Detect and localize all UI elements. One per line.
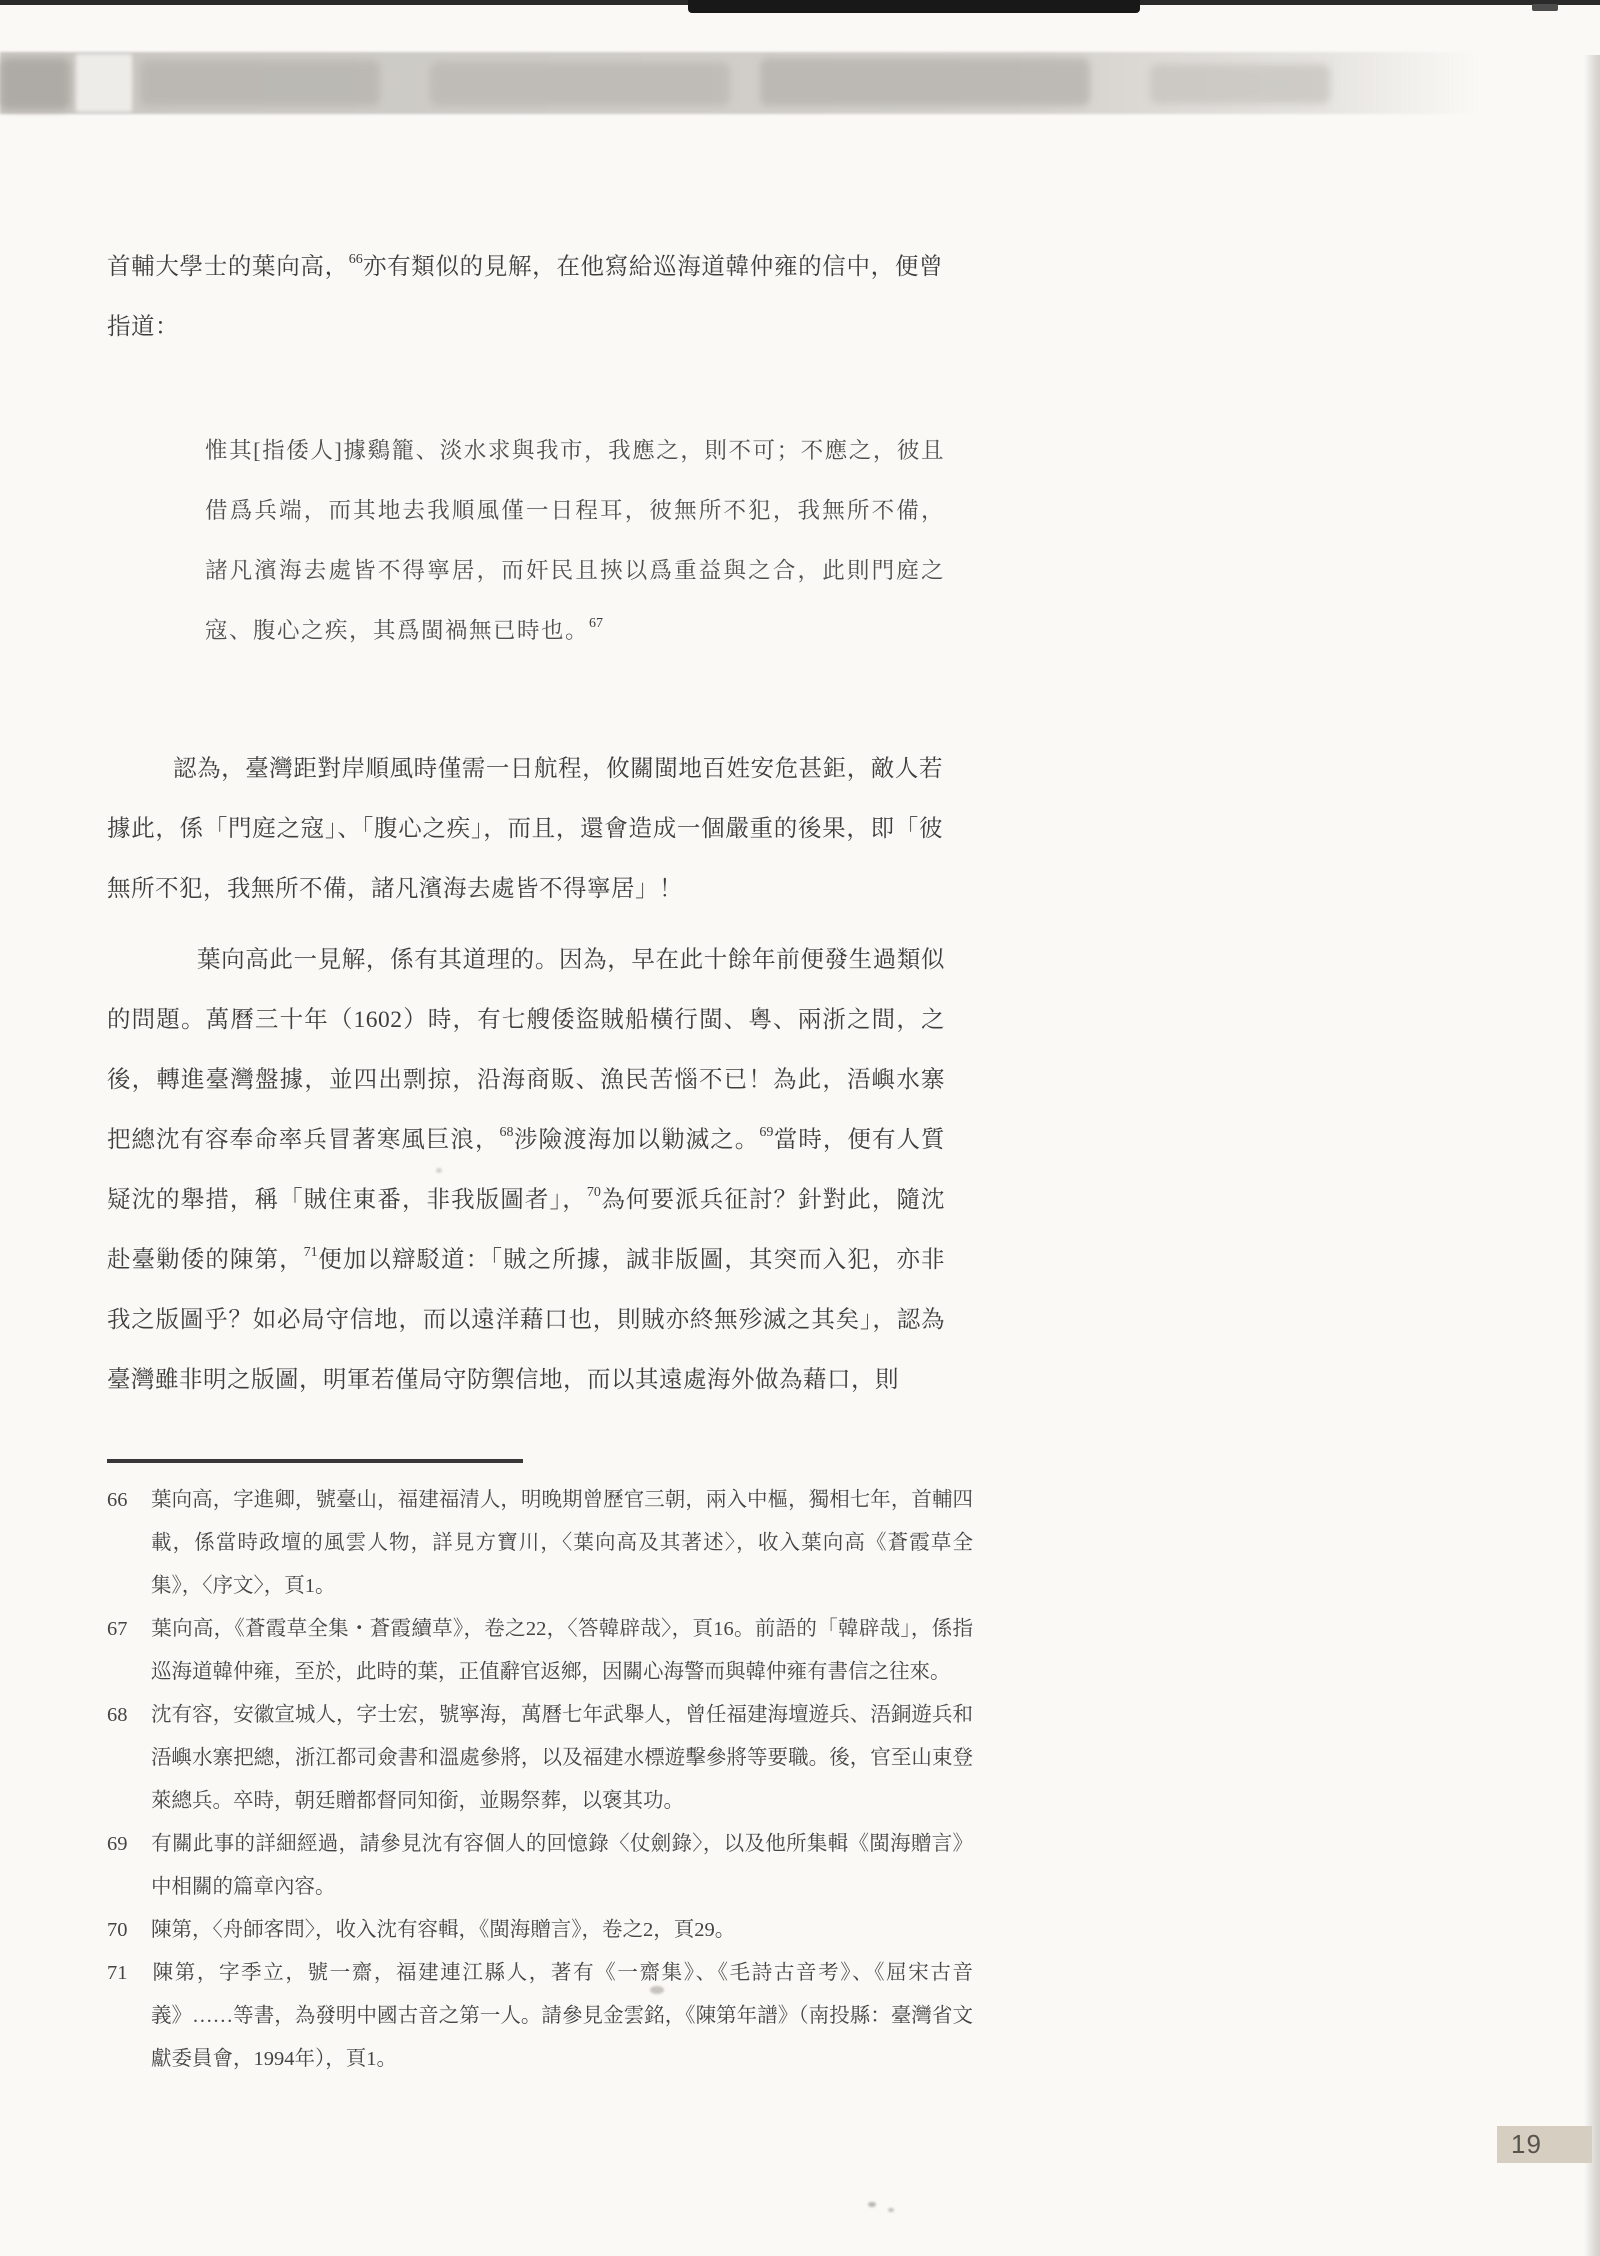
footnote-text: 有關此事的詳細經過，請參見沈有容個人的回憶錄〈仗劍錄〉，以及他所集輯《閩海贈言》中相關的篇章內容。 [151,1833,973,1898]
paragraph-text: 認為，臺灣距對岸順風時僅需一日航程，攸關閩地百姓安危甚鉅，敵人若據此，係「門庭之寇」、「腹心之疾」，而且，還會造成一個嚴重的後果，即「彼無所不犯，我無所不備，諸凡濱海去處皆不得寧居」！ [107,756,943,902]
footnote-reference-70: 70 [586,1185,601,1200]
page-number-badge [1497,2126,1592,2163]
paragraph-analysis [107,739,943,919]
footnote-number: 70 [107,1919,128,1941]
footnote-item [107,1479,973,1608]
footnote-reference-66: 66 [348,252,363,267]
scan-artifact-right-edge-shadow [1584,55,1600,2256]
footnote-text: 陳第，字季立，號一齋，福建連江縣人，著有《一齋集》、《毛詩古音考》、《屈宋古音義》……等書，為發明中國古音之第一人。請參見金雲銘，《陳第年譜》（南投縣：臺灣省文獻委員會，1994年），頁1。 [151,1962,973,2070]
scan-artifact-speck [868,2202,876,2207]
footnote-item [107,1694,973,1823]
quote-text: 惟其[指倭人]據鷄籠、淡水求與我市，我應之，則不可；不應之，彼且借爲兵端，而其地去我順風僅一日程耳，彼無所不犯，我無所不備，諸凡濱海去處皆不得寧居，而奸民且挾以爲重益與之合，此則門庭之寇、腹心之疾，其爲閩禍無已時也。 [205,438,945,643]
footnote-reference-71: 71 [303,1245,318,1260]
scan-artifact-blob [1150,64,1330,104]
footnote-number: 67 [107,1618,128,1640]
footnote-text: 沈有容，安徽宣城人，字士宏，號寧海，萬曆七年武舉人，曾任福建海壇遊兵、浯銅遊兵和浯嶼水寨把總，浙江都司僉書和溫處參將，以及福建水標遊擊參將等要職。後，官至山東登萊總兵。卒時，朝廷贈都督同知銜，並賜祭葬，以褒其功。 [151,1704,973,1812]
paragraph-text: 葉向高此一見解，係有其道理的。因為，早在此十餘年前便發生過類似的問題。萬曆三十年（1602）時，有七艘倭盜賊船橫行閩、粵、兩浙之間，之後，轉進臺灣盤據，並四出剽掠，沿海商販、漁民苦惱不已！為此，浯嶼水寨把總沈有容奉命率兵冒著寒風巨浪， [107,947,945,1153]
paragraph-intro [107,237,943,357]
scan-artifact-blob [430,62,730,106]
footnote-number: 68 [107,1704,128,1726]
footnote-reference-68: 68 [499,1125,514,1140]
scan-artifact-speck [888,2208,894,2212]
footnote-reference-69: 69 [759,1125,774,1140]
paragraph-text: 亦有類似的見解，在他寫給巡海道韓仲雍的信中，便曾指道： [107,254,944,340]
footnote-text: 葉向高，字進卿，號臺山，福建福清人，明晚期曾歷官三朝，兩入中樞，獨相七年，首輔四載，係當時政壇的風雲人物，詳見方寶川，〈葉向高及其著述〉，收入葉向高《蒼霞草全集》，〈序文〉，頁1。 [151,1489,973,1597]
footnote-item [107,1952,973,2081]
scan-artifact-top-right-mark [1532,4,1558,11]
scan-artifact-blob [760,58,1090,106]
footnote-item [107,1909,973,1952]
paragraph-text: 為何要派兵征討？針對此，隨沈赴臺勦倭的陳第， [107,1187,946,1273]
scan-artifact-top-edge-dark-segment [688,0,1140,13]
footnote-separator-rule [107,1459,523,1463]
paragraph-text: 涉險渡海加以勦滅之。 [513,1127,760,1153]
footnotes-section [107,1479,973,2081]
paragraph-text: 當時，便有人質疑沈的舉措，稱「賊住東番，非我版圖者」， [107,1127,946,1213]
footnote-item [107,1608,973,1694]
paragraph-text: 首輔大學士的葉向高， [107,254,349,280]
footnote-text: 陳第，〈舟師客問〉，收入沈有容輯，《閩海贈言》，卷之2，頁29。 [151,1919,736,1941]
footnote-text: 葉向高，《蒼霞草全集・蒼霞續草》，卷之22，〈答韓辟哉〉，頁16。前語的「韓辟哉」，係指巡海道韓仲雍，至於，此時的葉，正值辭官返鄉，因關心海警而與韓仲雍有書信之往來。 [151,1618,973,1683]
footnote-reference-67: 67 [589,616,604,631]
scan-artifact-blob [140,60,380,106]
paragraph-text: 便加以辯駁道：「賊之所據，誠非版圖，其突而入犯，亦非我之版圖乎？如必局守信地，而以遠洋藉口也，則賊亦終無殄滅之其矣」，認為臺灣雖非明之版圖，明軍若僅局守防禦信地，而以其遠處海外做為藉口，則 [107,1247,946,1393]
block-quote [205,421,945,661]
footnote-number: 66 [107,1489,128,1511]
footnote-number: 71 [107,1962,128,1984]
page-number: 19 [1511,2129,1542,2159]
scan-artifact-blob [0,58,70,110]
scan-artifact-light-gap [76,54,132,112]
footnote-number: 69 [107,1833,128,1855]
paragraph-history [107,930,945,1410]
footnote-item [107,1823,973,1909]
